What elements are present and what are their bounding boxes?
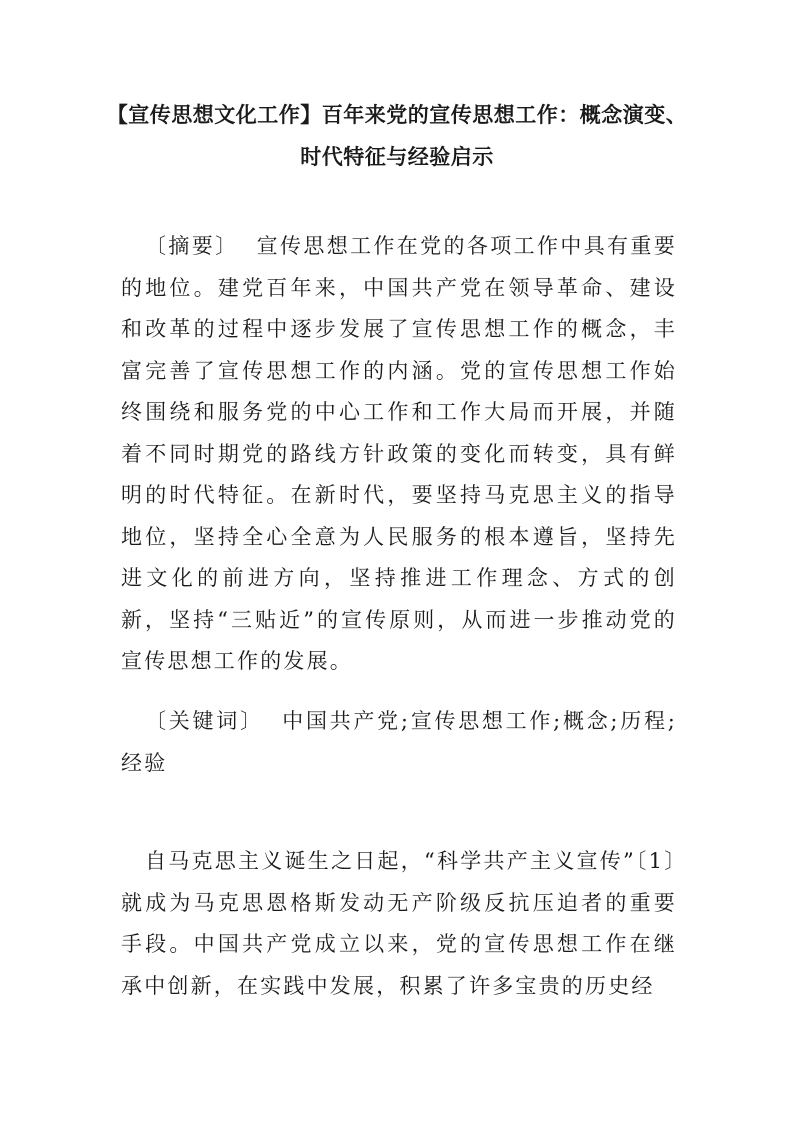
keywords-label: 〔关键词〕 bbox=[145, 709, 264, 733]
keywords-paragraph bbox=[121, 701, 677, 784]
document-title: 【宣传思想文化工作】百年来党的宣传思想工作：概念演变、时代特征与经验启示 bbox=[106, 103, 688, 169]
abstract-paragraph bbox=[121, 226, 677, 683]
abstract-text: 宣传思想工作在党的各项工作中具有重要的地位。建党百年来，中国共产党在领导革命、建设和改革的过程中逐步发展了宣传思想工作的概念，丰富完善了宣传思想工作的内涵。党的宣传思想工作始终围绕和服务党的中心工作和工作大局而开展，并随着不同时期党的路线方针政策的变化而转变，具有鲜明的时代特征。在新时代，要坚持马克思主义的指导地位，坚持全心全意为人民服务的根本遵旨，坚持先进文化的前进方向，坚持推进工作理念、方式的创新，坚持“三贴近”的宣传原则，从而进一步推动党的宣传思想工作的发展。 bbox=[121, 234, 677, 673]
keywords-text: 中国共产党;宣传思想工作;概念;历程;经验 bbox=[121, 709, 677, 775]
intro-paragraph: 自马克思主义诞生之日起，“科学共产主义宣传”〔1〕就成为马克思恩格斯发动无产阶级反抗压迫者的重要手段。中国共产党成立以来，党的宣传思想工作在继承中创新，在实践中发展，积累了许多宝贵的历史经 bbox=[121, 849, 677, 998]
abstract-label: 〔摘要〕 bbox=[145, 234, 239, 258]
